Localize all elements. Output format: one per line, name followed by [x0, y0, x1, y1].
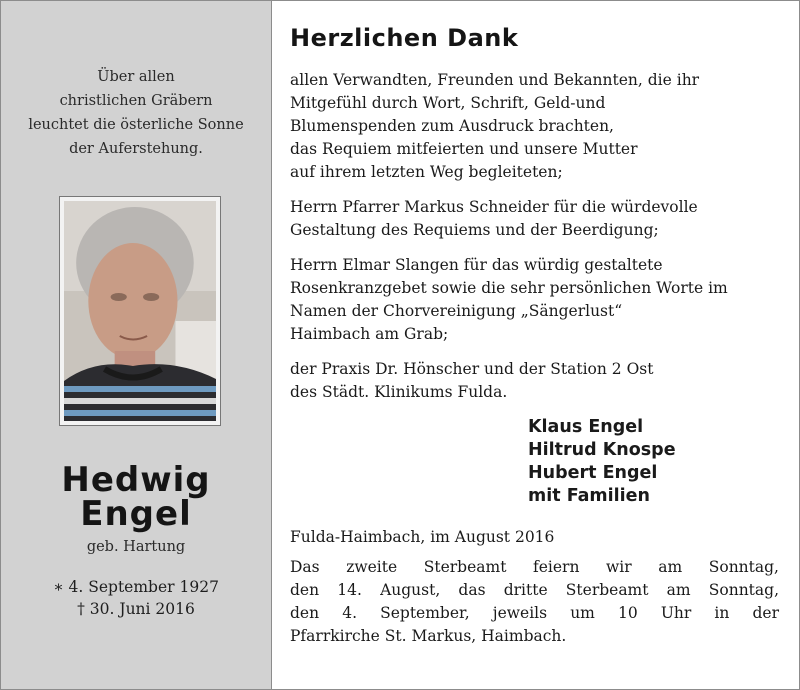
- text-line: Mitgefühl durch Wort, Schrift, Geld-und: [290, 94, 606, 112]
- notice-title: Herzlichen Dank: [290, 24, 519, 52]
- text-line: auf ihrem letzten Weg begleiteten;: [290, 163, 563, 181]
- notice-line: den 4. September, jeweils um 10 Uhr in der: [290, 604, 779, 622]
- birth-date: ∗ 4. September 1927: [53, 578, 219, 596]
- signer-name: Hiltrud Knospe: [528, 440, 676, 460]
- text-line: Herrn Pfarrer Markus Schneider für die würdevolle: [290, 198, 698, 216]
- text-line: des Städt. Klinikums Fulda.: [290, 383, 508, 401]
- thanks-paragraph-priest: [290, 196, 779, 242]
- text-line: Blumenspenden zum Ausdruck brachten,: [290, 117, 614, 135]
- text-line: der Praxis Dr. Hönscher und der Station 2 Ost: [290, 360, 654, 378]
- signers: [528, 416, 779, 508]
- epigraph: [1, 65, 271, 161]
- signer-name: Hubert Engel: [528, 463, 658, 483]
- mass-notice: [290, 556, 779, 648]
- portrait-photo: [59, 196, 221, 426]
- text-line: Herrn Elmar Slangen für das würdig gestaltete: [290, 256, 663, 274]
- thanks-paragraph-choir: [290, 254, 779, 346]
- text-line: Namen der Chorvereinigung „Sängerlust“: [290, 302, 623, 320]
- text-line: das Requiem mitfeierten und unsere Mutter: [290, 140, 638, 158]
- text-line: Haimbach am Grab;: [290, 325, 449, 343]
- text-line: allen Verwandten, Freunden und Bekannten, die ihr: [290, 71, 700, 89]
- notice-line: Pfarrkirche St. Markus, Haimbach.: [290, 627, 567, 645]
- last-name: Engel: [80, 494, 192, 534]
- portrait-image: [64, 201, 216, 421]
- thanks-paragraph-relatives: [290, 69, 779, 184]
- epigraph-line: leuchtet die österliche Sonne: [28, 117, 244, 133]
- place-date: Fulda-Haimbach, im August 2016: [290, 528, 555, 546]
- deceased-name: [1, 460, 271, 534]
- right-panel: [272, 1, 799, 689]
- thanks-paragraph-clinic: [290, 358, 779, 404]
- first-name: Hedwig: [61, 460, 211, 500]
- maiden-name: geb. Hartung: [86, 539, 186, 555]
- notice-line: Das zweite Sterbeamt feiern wir am Sonntag,: [290, 558, 779, 576]
- life-dates: [1, 576, 271, 620]
- notice-line: den 14. August, das dritte Sterbeamt am Sonntag,: [290, 581, 779, 599]
- death-date: † 30. Juni 2016: [77, 600, 195, 618]
- epigraph-line: der Auferstehung.: [69, 141, 203, 157]
- signer-name: mit Familien: [528, 486, 650, 506]
- signer-name: Klaus Engel: [528, 417, 644, 437]
- left-panel: [1, 1, 272, 689]
- text-line: Rosenkranzgebet sowie die sehr persönlichen Worte im: [290, 279, 728, 297]
- epigraph-line: Über allen: [97, 69, 175, 85]
- epigraph-line: christlichen Gräbern: [59, 93, 213, 109]
- text-line: Gestaltung des Requiems und der Beerdigung;: [290, 221, 659, 239]
